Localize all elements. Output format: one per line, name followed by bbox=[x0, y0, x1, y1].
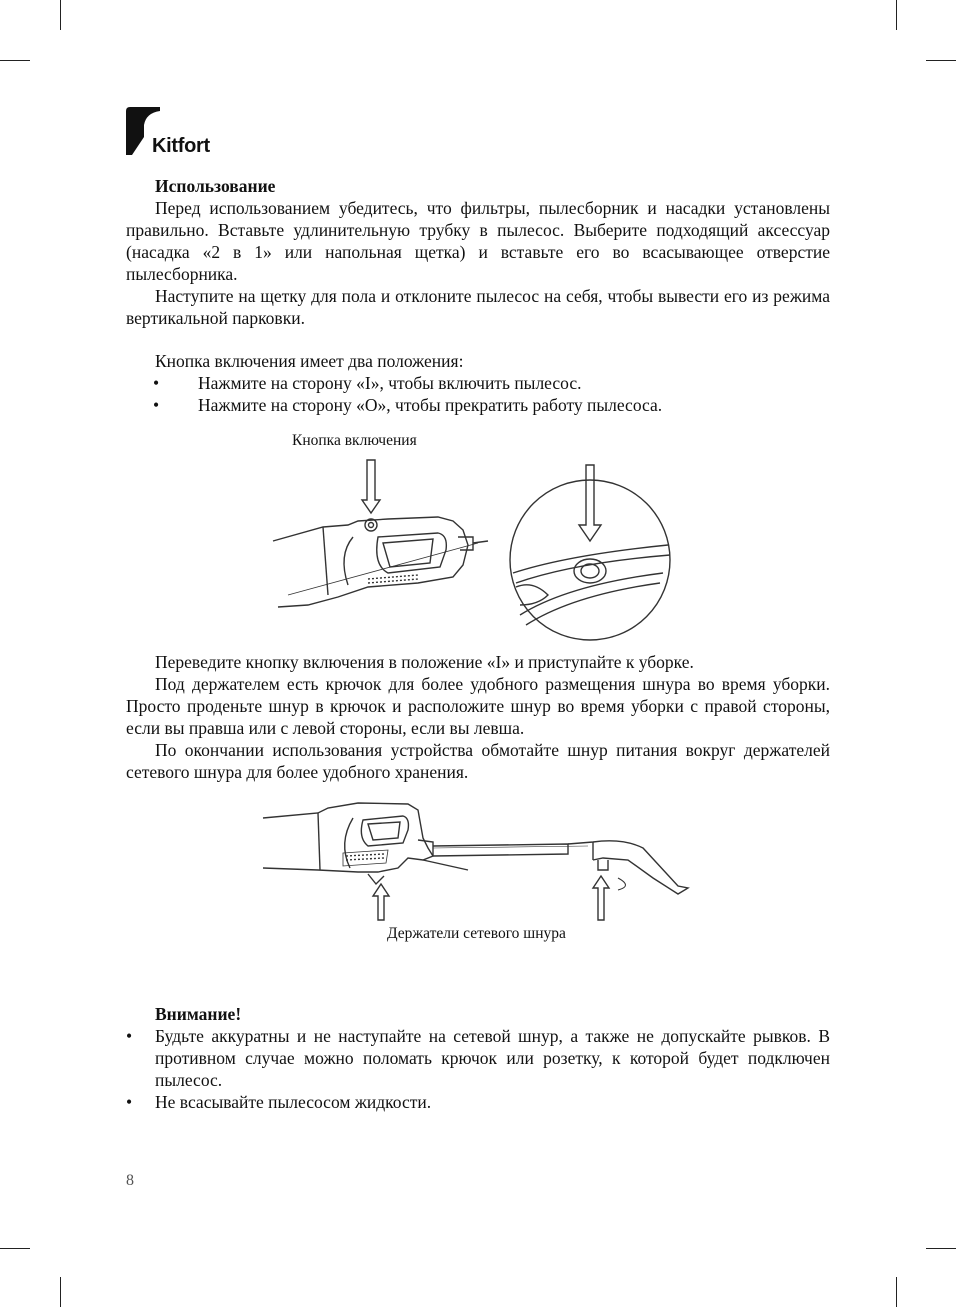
section-heading: Использование bbox=[155, 176, 276, 196]
page-number: 8 bbox=[126, 1172, 134, 1189]
figure-caption: Держатели сетевого шнура bbox=[387, 925, 566, 942]
cleaning-section bbox=[126, 651, 830, 783]
bullet-dot: • bbox=[153, 373, 160, 393]
crop-mark bbox=[896, 0, 897, 30]
crop-mark bbox=[926, 1248, 956, 1249]
crop-mark bbox=[896, 1277, 897, 1307]
list-item: Нажмите на сторону «I», чтобы включить пылесос. bbox=[198, 373, 582, 393]
bullet-dot: • bbox=[126, 1026, 133, 1046]
paragraph: Наступите на щетку для пола и отклоните пылесос на себя, чтобы вывести его из режима вертикальной парковки. bbox=[126, 286, 830, 328]
bullet-dot: • bbox=[126, 1092, 133, 1112]
bullet-dot: • bbox=[153, 395, 160, 415]
usage-section bbox=[126, 175, 830, 329]
list-item: Не всасывайте пылесосом жидкости. bbox=[155, 1092, 432, 1112]
paragraph: По окончании использования устройства обмотайте шнур питания вокруг держателей сетевого шнура для более удобного хранения. bbox=[126, 740, 830, 782]
warning-item bbox=[155, 1025, 830, 1091]
brand-name: Kitfort bbox=[152, 135, 210, 157]
paragraph: Кнопка включения имеет два положения: bbox=[155, 351, 464, 371]
list-item: Нажмите на сторону «O», чтобы прекратить работу пылесоса. bbox=[198, 395, 663, 415]
list-item: Будьте аккуратны и не наступайте на сетевой шнур, а также не допускайте рывков. В противном случае можно поломать крючок или розетку, к которой будет подключен пылесос. bbox=[155, 1026, 830, 1090]
paragraph: Под держателем есть крючок для более удобного размещения шнура во время уборки. Просто проденьте шнур в крючок и расположите шнур во время уборки с правой стороны, если вы правша или с левой стороны, если вы левша. bbox=[126, 674, 830, 738]
section-heading: Внимание! bbox=[155, 1004, 242, 1024]
power-button-illustration bbox=[268, 455, 688, 645]
crop-mark bbox=[60, 0, 61, 30]
warning-heading bbox=[126, 1003, 830, 1025]
paragraph: Перед использованием убедитесь, что фильтры, пылесборник и насадки установлены правильно. Вставьте удлинительную трубку в пылесос. Выберите подходящий аксессуар (насадка «2 в 1» или напольная щетка) и вставьте его во всасывающее отверстие пылесборника. bbox=[126, 198, 830, 284]
paragraph: Переведите кнопку включения в положение «I» и приступайте к уборке. bbox=[155, 652, 694, 672]
switch-intro bbox=[126, 350, 830, 372]
brand-logo bbox=[126, 107, 236, 159]
cord-holders-illustration bbox=[258, 798, 698, 923]
crop-mark bbox=[0, 1248, 30, 1249]
crop-mark bbox=[926, 60, 956, 61]
figure-caption: Кнопка включения bbox=[292, 432, 417, 449]
crop-mark bbox=[0, 60, 30, 61]
crop-mark bbox=[60, 1277, 61, 1307]
